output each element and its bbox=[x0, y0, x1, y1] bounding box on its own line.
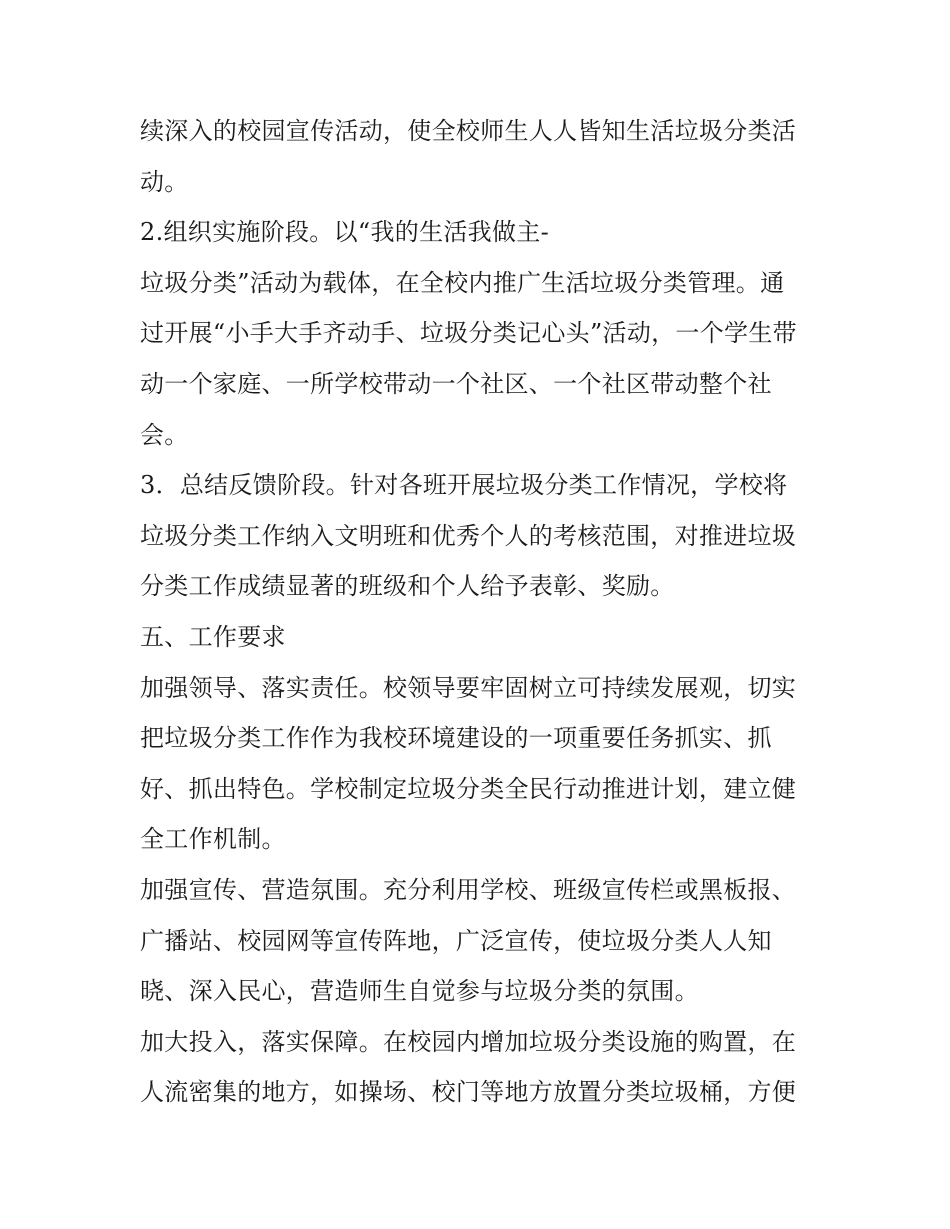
text-line: 续深入的校园宣传活动，使全校师生人人皆知生活垃圾分类活 bbox=[140, 117, 797, 145]
text-line: 3．总结反馈阶段。针对各班开展垃圾分类工作情况，学校将 bbox=[140, 471, 788, 500]
text-line: 人流密集的地方，如操场、校门等地方放置分类垃圾桶，方便 bbox=[140, 1078, 797, 1107]
text-line: 2.组织实施阶段。以“我的生活我做主- bbox=[140, 218, 549, 247]
text-line: 分类工作成绩显著的班级和个人给予表彰、奖励。 bbox=[140, 572, 675, 601]
text-line: 广播站、校园网等宣传阵地，广泛宣传，使垃圾分类人人知 bbox=[140, 926, 772, 955]
text-line: 垃圾分类”活动为载体，在全校内推广生活垃圾分类管理。通 bbox=[140, 268, 785, 297]
text-line: 过开展“小手大手齐动手、垃圾分类记心头”活动，一个学生带 bbox=[140, 319, 797, 348]
text-line: 晓、深入民心，营造师生自觉参与垃圾分类的氛围。 bbox=[140, 977, 699, 1006]
text-line: 加强领导、落实责任。校领导要牢固树立可持续发展观，切实 bbox=[140, 673, 797, 702]
document-body bbox=[140, 106, 820, 1118]
text-line: 好、抓出特色。学校制定垃圾分类全民行动推进计划，建立健 bbox=[140, 774, 797, 803]
text-line: 全工作机制。 bbox=[140, 825, 286, 854]
text-line: 动一个家庭、一所学校带动一个社区、一个社区带动整个社 bbox=[140, 369, 772, 398]
text-line: 垃圾分类工作纳入文明班和优秀个人的考核范围，对推进垃圾 bbox=[140, 521, 797, 550]
text-line: 动。 bbox=[140, 167, 189, 196]
text-line: 加强宣传、营造氛围。充分利用学校、班级宣传栏或黑板报、 bbox=[140, 875, 797, 904]
text-line: 会。 bbox=[140, 420, 189, 449]
text-line: 把垃圾分类工作作为我校环境建设的一项重要任务抓实、抓 bbox=[140, 724, 772, 753]
text-line: 加大投入，落实保障。在校园内增加垃圾分类设施的购置，在 bbox=[140, 1027, 797, 1056]
section-heading: 五、工作要求 bbox=[140, 622, 286, 651]
